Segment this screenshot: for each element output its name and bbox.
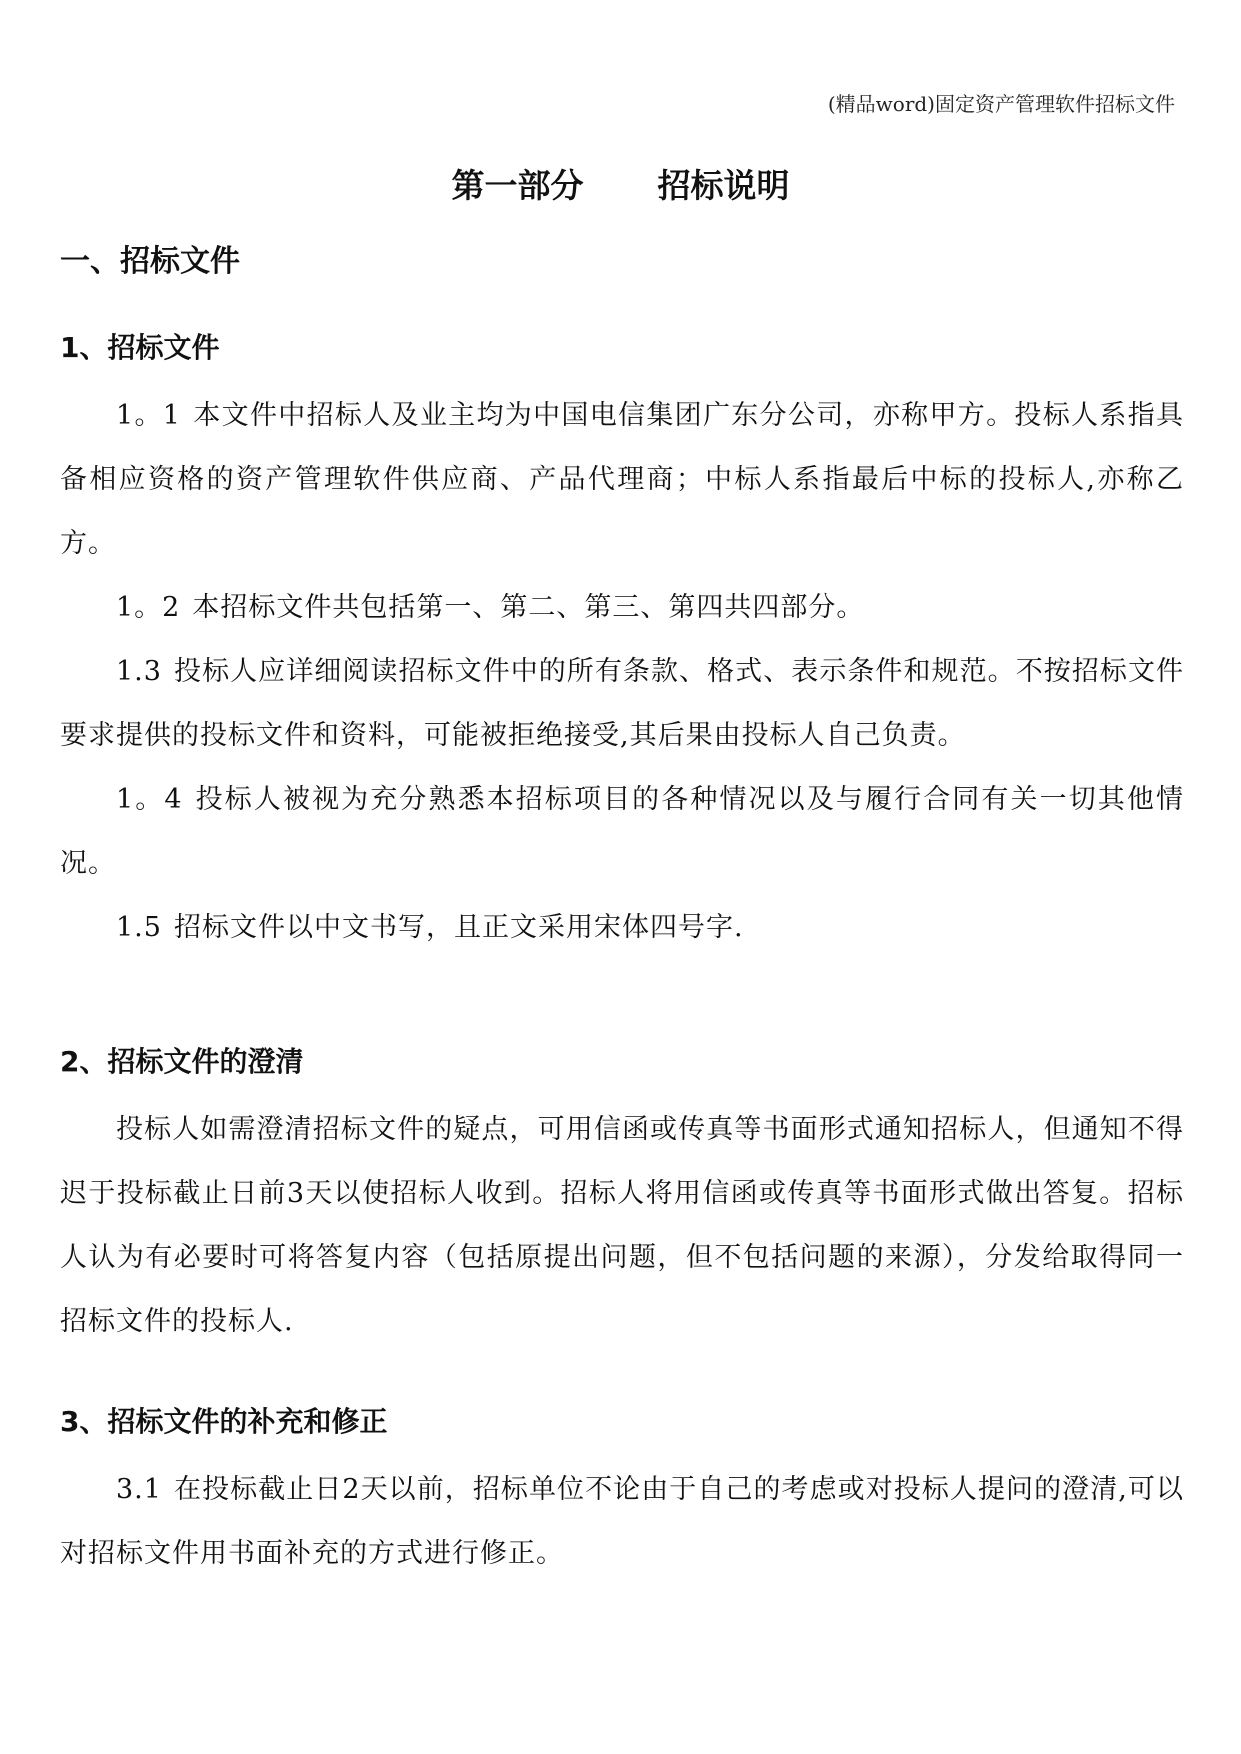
clause-text: 本招标文件共包括第一、第二、第三、第四共四部分。 bbox=[192, 592, 865, 623]
part-number-label: 第一部分 bbox=[451, 166, 584, 205]
running-header: (精品word)固定资产管理软件招标文件 bbox=[827, 92, 1175, 116]
clause-1-4 bbox=[60, 768, 1184, 896]
clause-text: 投标人应详细阅读招标文件中的所有条款、格式、表示条件和规范。不按招标文件要求提供的投标文件和资料，可能被拒绝接受,其后果由投标人自己负责。 bbox=[60, 656, 1184, 751]
clause-text: 在投标截止日2天以前，招标单位不论由于自己的考虑或对投标人提问的澄清,可以对招标文件用书面补充的方式进行修正。 bbox=[60, 1474, 1184, 1569]
clause-1-5 bbox=[60, 896, 1184, 960]
clause-number: 3.1 bbox=[116, 1474, 162, 1505]
clause-number: 1。2 bbox=[116, 592, 181, 623]
clause-1-1 bbox=[60, 384, 1184, 576]
clause-number: 1.3 bbox=[116, 656, 162, 687]
part-title bbox=[0, 160, 1241, 207]
clause-1-3 bbox=[60, 640, 1184, 768]
subsection-heading-3: 3、招标文件的补充和修正 bbox=[60, 1405, 388, 1438]
clause-number: 1.5 bbox=[116, 912, 162, 943]
clause-3-1 bbox=[60, 1458, 1184, 1586]
clause-text: 招标文件以中文书写，且正文采用宋体四号字. bbox=[173, 912, 744, 943]
part-title-text: 招标说明 bbox=[657, 166, 790, 205]
clause-text: 本文件中招标人及业主均为中国电信集团广东分公司，亦称甲方。投标人系指具备相应资格的资产管理软件供应商、产品代理商；中标人系指最后中标的投标人,亦称乙方。 bbox=[60, 400, 1185, 559]
subsection-heading-1: 1、招标文件 bbox=[60, 331, 220, 364]
section-heading-1: 一、招标文件 bbox=[60, 244, 240, 279]
clause-1-2 bbox=[60, 576, 1184, 640]
clause-text: 投标人被视为充分熟悉本招标项目的各种情况以及与履行合同有关一切其他情况。 bbox=[60, 784, 1184, 879]
clause-number: 1。4 bbox=[116, 784, 183, 815]
subsection-heading-2: 2、招标文件的澄清 bbox=[60, 1045, 304, 1078]
clarification-paragraph: 投标人如需澄清招标文件的疑点，可用信函或传真等书面形式通知招标人，但通知不得迟于投标截止日前3天以使招标人收到。招标人将用信函或传真等书面形式做出答复。招标人认为有必要时可将答复内容（包括原提出问题，但不包括问题的来源），分发给取得同一招标文件的投标人. bbox=[60, 1114, 1184, 1337]
clause-number: 1。1 bbox=[116, 400, 181, 431]
